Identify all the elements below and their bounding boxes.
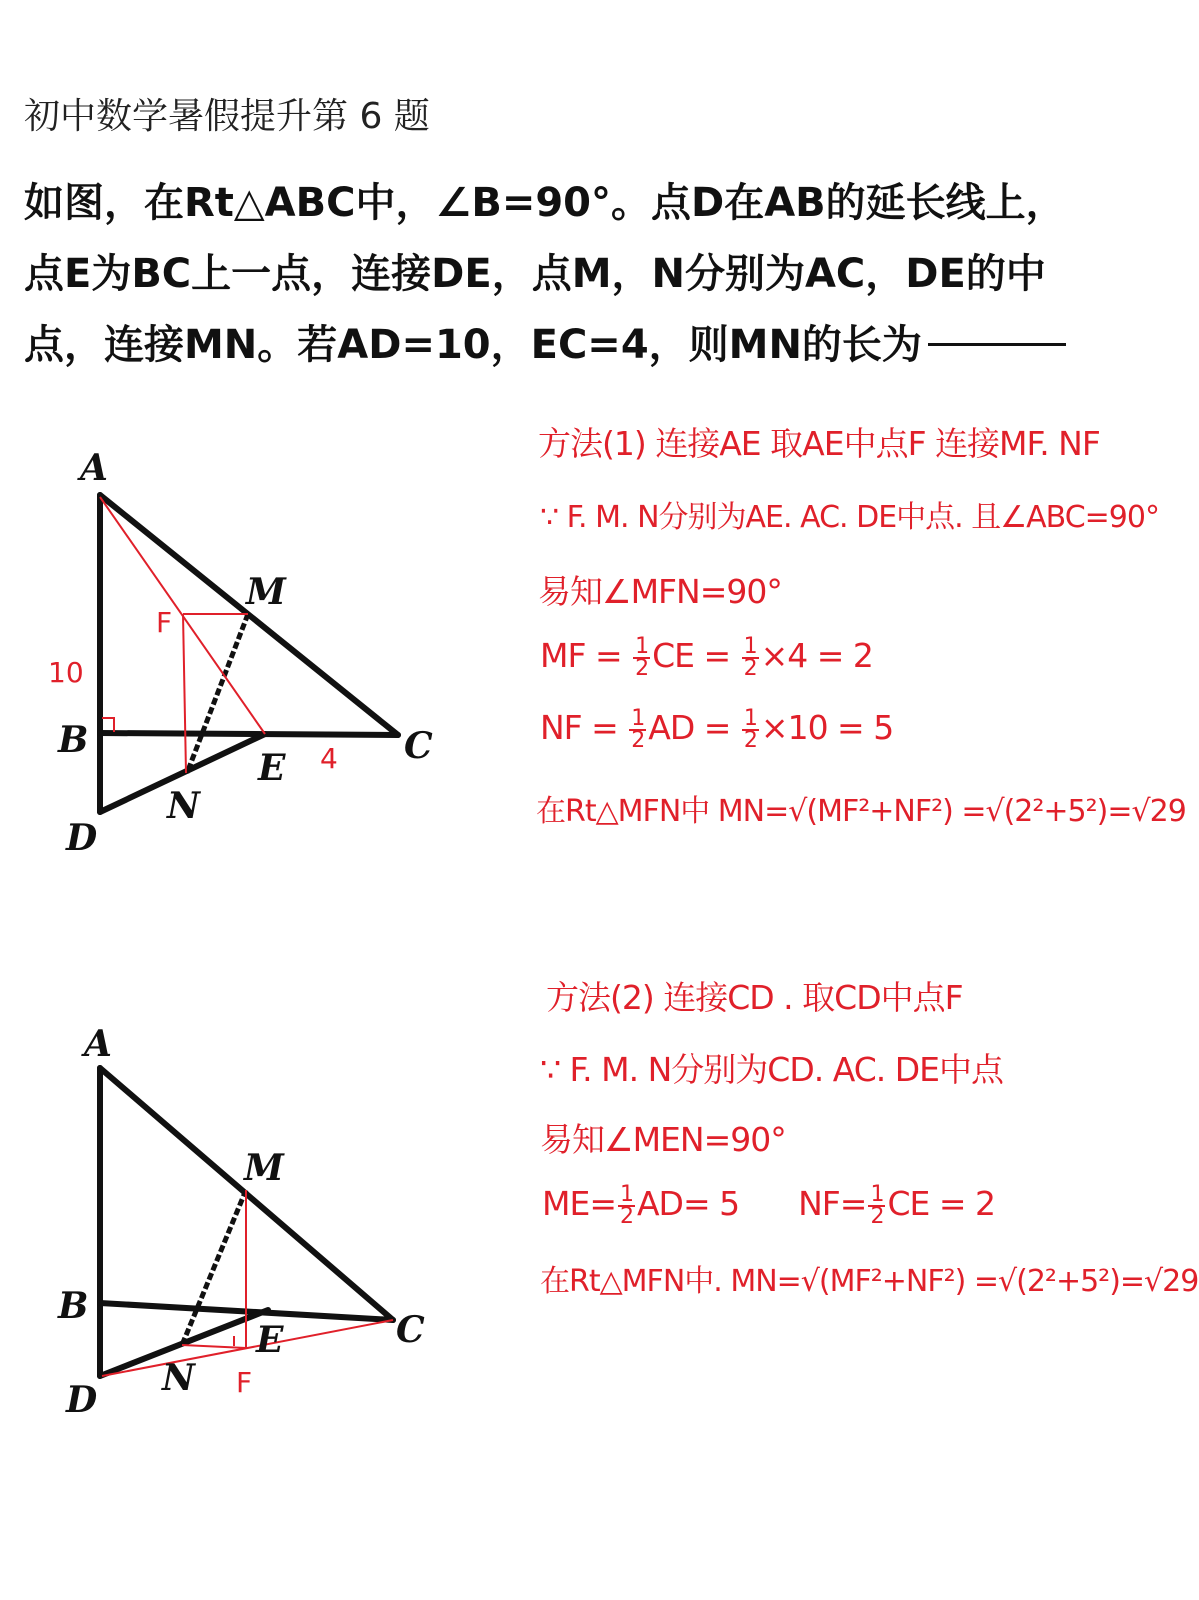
figure-1-black-lines — [100, 495, 398, 812]
fig1-label-C: C — [404, 725, 433, 767]
fig1-label-E: E — [258, 747, 286, 789]
fig1-label-D: D — [66, 817, 98, 859]
fig1-label-F: F — [156, 606, 173, 639]
method1-nf-left: NF = — [540, 708, 628, 747]
fig1-line-NF — [183, 614, 186, 773]
fig2-label-C: C — [396, 1309, 425, 1351]
fig1-label-A: A — [80, 447, 108, 489]
problem-line-3-text: 点，连接MN。若AD=10，EC=4，则MN的长为 — [24, 322, 922, 368]
fig2-label-D: D — [66, 1379, 98, 1421]
fig1-label-M: M — [246, 571, 286, 613]
fig2-label-E: E — [256, 1319, 284, 1361]
method1-mf-line — [540, 633, 873, 681]
fig2-label-M: M — [244, 1147, 284, 1189]
method2-me-frac: $\frac{1}{2}$ — [619, 1181, 633, 1229]
method1-line-2: ∵ F. M. N分别为AE. AC. DE中点. 且∠ABC=90° — [540, 500, 1159, 535]
method1-line-3: 易知∠MFN=90° — [538, 572, 782, 611]
method1-mf-left: MF = — [540, 636, 632, 675]
method2-me-nf-line — [542, 1181, 995, 1229]
fig1-label-ad-length: 10 — [48, 656, 84, 689]
method1-nf-frac-2: $\frac{1}{2}$ — [743, 705, 757, 753]
method1-line-6: 在Rt△MFN中 MN=√(MF²+NF²) =√(2²+5²)=√29 — [536, 794, 1186, 829]
method2-me-left: ME= — [542, 1184, 616, 1223]
fig2-label-F: F — [236, 1366, 253, 1399]
method2-nf-left: NF= — [798, 1184, 867, 1223]
problem-title: 初中数学暑假提升第 6 题 — [24, 96, 430, 137]
method1-nf-line — [540, 705, 894, 753]
method1-nf-end: ×10 = 5 — [760, 708, 894, 747]
method1-nf-frac-1: $\frac{1}{2}$ — [631, 705, 645, 753]
fig1-label-ec-length: 4 — [320, 742, 338, 775]
fig2-label-N: N — [162, 1357, 195, 1399]
method2-heading: 方法(2) 连接CD . 取CD中点F — [546, 978, 963, 1017]
fig2-label-A: A — [84, 1023, 112, 1065]
method2-me-end: AD= 5 — [636, 1184, 740, 1223]
fig1-label-B: B — [58, 719, 89, 761]
method1-mf-right: CE = — [652, 636, 740, 675]
method2-nf-end: CE = 2 — [887, 1184, 995, 1223]
problem-line-1: 如图，在Rt△ABC中，∠B=90°。点D在AB的延长线上， — [24, 180, 1066, 226]
method1-heading: 方法(1) 连接AE 取AE中点F 连接MF. NF — [538, 424, 1100, 463]
fig1-line-BC — [100, 733, 398, 735]
fig1-right-angle-mark — [102, 718, 114, 732]
method1-nf-right: AD = — [648, 708, 740, 747]
method1-mf-frac-2: $\frac{1}{2}$ — [743, 633, 757, 681]
method2-nf-frac: $\frac{1}{2}$ — [870, 1181, 884, 1229]
method1-mf-frac-1: $\frac{1}{2}$ — [635, 633, 649, 681]
method2-line-2: ∵ F. M. N分别为CD. AC. DE中点 — [540, 1050, 1003, 1089]
method1-mf-end: ×4 = 2 — [760, 636, 873, 675]
problem-line-2: 点E为BC上一点，连接DE，点M，N分别为AC，DE的中 — [24, 251, 1046, 297]
fig2-label-B: B — [58, 1285, 89, 1327]
method2-line-3: 易知∠MEN=90° — [540, 1120, 786, 1159]
method2-line-5: 在Rt△MFN中. MN=√(MF²+NF²) =√(2²+5²)=√29 — [540, 1264, 1199, 1299]
fig1-label-N: N — [167, 785, 200, 827]
